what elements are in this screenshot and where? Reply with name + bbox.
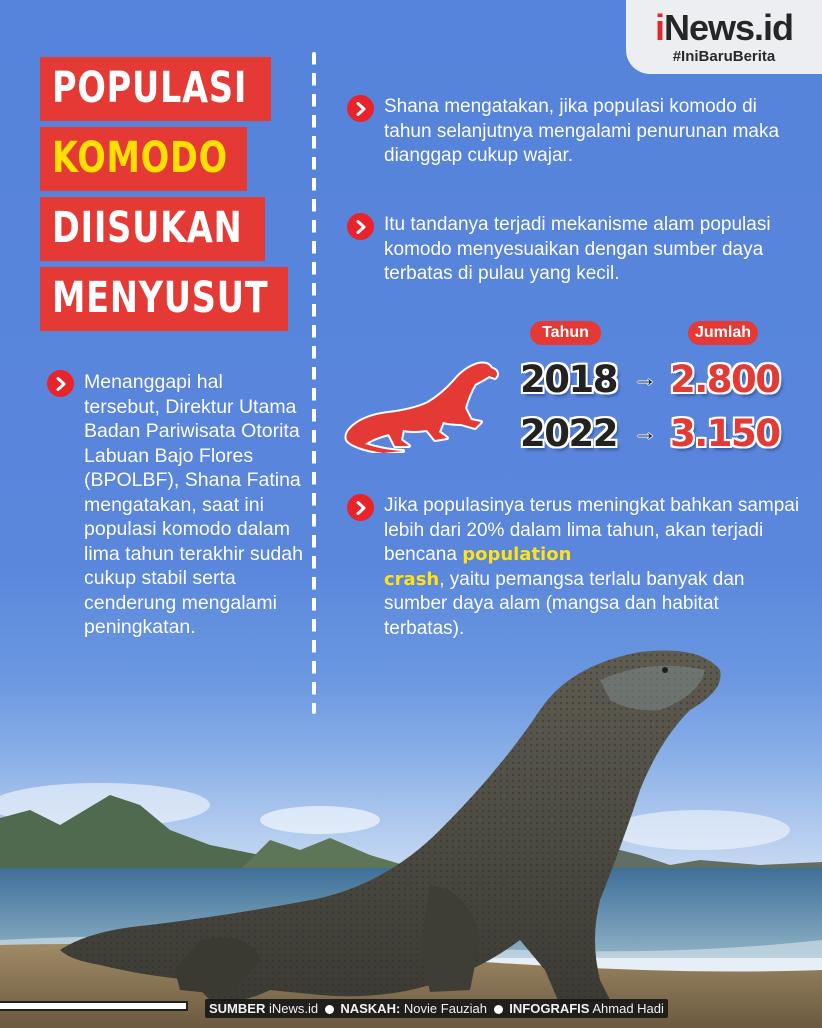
left-bullet-paragraph <box>84 370 304 640</box>
bullet-dot-icon <box>494 1005 503 1014</box>
stat-row-2018 <box>520 357 780 401</box>
chevron-right-icon <box>47 370 74 397</box>
komodo-silhouette-icon <box>343 358 503 453</box>
source-value: iNews.id <box>268 1001 319 1016</box>
graphics-value: Ahmad Hadi <box>592 1001 664 1016</box>
brand-badge <box>626 0 822 74</box>
right-bullet-3-text-after: , yaitu pemangsa terlalu banyak dan sumber daya alam (mangsa dan habitat terbatas). <box>384 568 745 639</box>
headline-line-3: DIISUKAN <box>40 197 265 261</box>
chevron-right-icon <box>347 494 374 521</box>
brand-logo-text: News.id <box>663 7 794 48</box>
headline-line-4: MENYUSUT <box>40 267 288 331</box>
headline <box>40 57 288 337</box>
komodo-photo <box>0 640 822 1028</box>
dashed-divider <box>312 52 316 714</box>
year-label-pill: Tahun <box>530 321 601 345</box>
headline-line-2: KOMODO <box>40 127 247 191</box>
footer-rule <box>0 1001 188 1011</box>
bullet-dot-icon <box>325 1005 334 1014</box>
right-bullet-1 <box>384 95 804 169</box>
arrow-right-icon: → <box>633 419 657 446</box>
left-bullet-text: Menanggapi hal tersebut, Direktur Utama Badan Pariwisata Otorita Labuan Bajo Flores (BPOLBF), Shana Fatina mengatakan, saat ini populasi komodo dalam lima tahun terakhir sudah cukup stabil serta cenderung mengalami peningkatan. <box>84 371 303 638</box>
brand-tagline: #IniBaruBerita <box>672 48 776 65</box>
stat-year: 2018 <box>520 357 617 401</box>
stat-year: 2022 <box>520 411 617 455</box>
stat-count: 3.150 <box>670 411 780 455</box>
right-bullet-1-text: Shana mengatakan, jika populasi komodo di tahun selanjutnya mengalami penurunan maka dianggap cukup wajar. <box>384 96 780 166</box>
count-label-pill: Jumlah <box>688 321 758 345</box>
credits-bar <box>205 999 668 1018</box>
writer-value: Novie Fauziah <box>403 1001 488 1016</box>
stat-count: 2.800 <box>670 357 780 401</box>
right-bullet-2 <box>384 213 804 287</box>
chevron-right-icon <box>347 213 374 240</box>
source-label: SUMBER <box>209 1001 266 1016</box>
highlight-population: population <box>462 544 572 565</box>
writer-label: NASKAH: <box>340 1001 401 1016</box>
right-bullet-2-text: Itu tandanya terjadi mekanisme alam populasi komodo menyesuaikan dengan sumber daya terbatas di pulau yang kecil. <box>384 214 771 284</box>
highlight-crash: crash <box>384 568 440 590</box>
headline-line-1: POPULASI <box>40 57 271 121</box>
right-bullet-3 <box>384 494 804 641</box>
brand-logo <box>626 8 822 48</box>
brand-logo-i: i <box>654 7 664 48</box>
stat-row-2022 <box>520 411 780 455</box>
graphics-label: INFOGRAFIS <box>509 1001 590 1016</box>
arrow-right-icon: → <box>633 365 657 392</box>
right-bullet-3-text: Jika populasinya terus meningkat bahkan sampai lebih dari 20% dalam lima tahun, akan terjadi bencana <box>384 495 800 565</box>
chevron-right-icon <box>347 95 374 122</box>
